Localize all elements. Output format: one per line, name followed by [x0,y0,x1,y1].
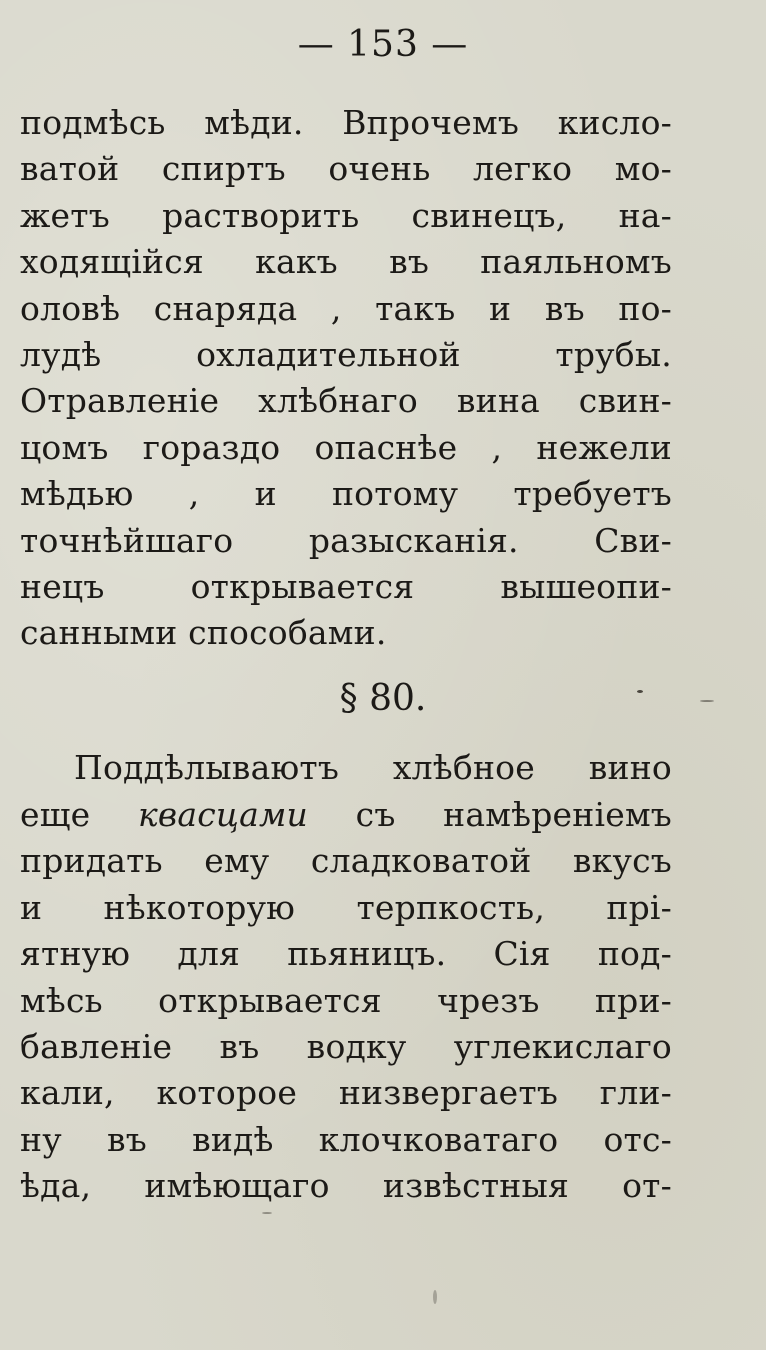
text-line: ѣда, имѣющаго извѣстныя от- [20,1166,672,1205]
text-line: мѣсь открывается чрезъ при- [20,981,672,1020]
italic-term: квасцами [138,795,308,834]
text-line: Поддѣлываютъ хлѣбное вино [74,748,672,787]
text-line: ватой спиртъ очень легко мо- [20,149,672,188]
text-line: и нѣкоторую терпкость, прі- [20,888,672,927]
paper-speck [433,1290,437,1304]
paper-speck [637,690,643,693]
text-line: Отравленіе хлѣбнаго вина свин- [20,381,672,420]
text-line: оловѣ снаряда , такъ и въ по- [20,289,672,328]
text-line: нецъ открывается вышеопи- [20,567,672,606]
text-line: мѣдью , и потому требуетъ [20,474,672,513]
text-line: кали, которое низвергаетъ гли- [20,1073,672,1112]
text-line: санными способами. [20,613,387,652]
text-line: ходящійся какъ въ паяльномъ [20,242,672,281]
text-line: придать ему сладковатой вкусъ [20,841,672,880]
text-line [20,792,672,838]
text-segment: еще [20,795,138,834]
text-line: жетъ растворить свинецъ, на- [20,196,672,235]
text-line: подмѣсь мѣди. Впрочемъ кисло- [20,103,672,142]
paper-speck [700,700,714,702]
text-line: ну въ видѣ клочковатаго отс- [20,1120,672,1159]
section-heading: § 80. [339,678,427,719]
text-line: бавленіе въ водку углекислаго [20,1027,672,1066]
text-line: ятную для пьяницъ. Сія под- [20,934,672,973]
page-number-header: — 153 — [297,24,469,65]
text-line: точнѣйшаго разысканія. Сви- [20,521,672,560]
text-line: лудѣ охладительной трубы. [20,335,672,374]
text-segment: съ намѣреніемъ [307,795,673,834]
text-line: цомъ гораздо опаснѣе , нежели [20,428,672,467]
paper-speck [262,1212,272,1214]
